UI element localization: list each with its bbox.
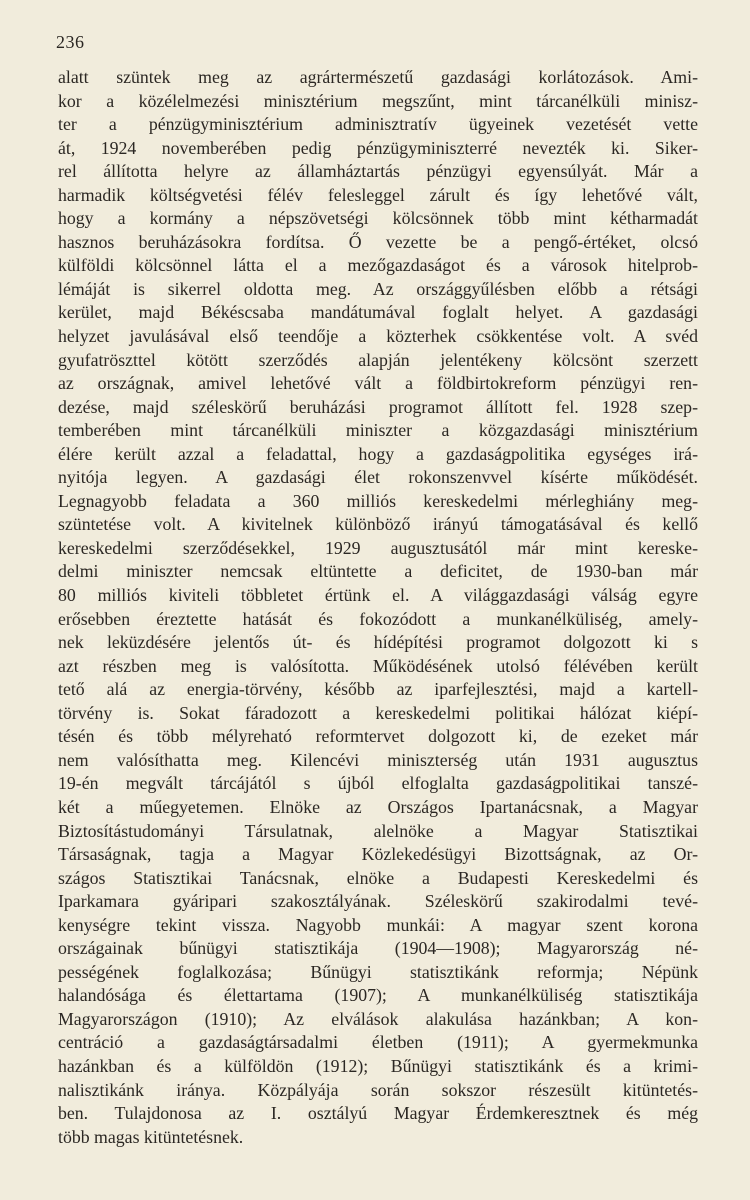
- text-line: ben. Tulajdonosa az I. osztályú Magyar Érdemkeresztnek és még: [58, 1103, 698, 1124]
- text-line: nek leküzdésére jelentős út- és hídépítési programot dolgozott ki s: [58, 632, 698, 653]
- text-line: külföldi kölcsönnel látta el a mezőgazdaságot és a városok hitelprob-: [58, 255, 698, 276]
- text-line: nem valósíthatta meg. Kilencévi miniszterség után 1931 augusztus: [58, 749, 698, 770]
- text-line: rel állította helyre az államháztartás pénzügyi egyensúlyát. Már a: [58, 161, 698, 182]
- text-line: dezése, majd széleskörű beruházási programot állított fel. 1928 szep-: [58, 396, 698, 417]
- text-line: azt részben meg is valósította. Működésének utolsó félévében került: [58, 655, 698, 676]
- text-line: nalisztikánk iránya. Közpályája során sokszor részesült kitüntetés-: [58, 1079, 698, 1100]
- text-line: szágos Statisztikai Tanácsnak, elnöke a Budapesti Kereskedelmi és: [58, 867, 698, 888]
- text-line: tésén és több mélyreható reformtervet dolgozott ki, de ezeket már: [58, 726, 698, 747]
- text-line: gyufatröszttel kötött szerződés alapján jelentékeny kölcsönt szerzett: [58, 349, 698, 370]
- text-line: erősebben éreztette hatását és fokozódott a munkanélküliség, amely-: [58, 608, 698, 629]
- text-line: centráció a gazdaságtársadalmi életben (1911); A gyermekmunka: [58, 1032, 698, 1053]
- text-line: több magas kitüntetésnek.: [58, 1126, 244, 1147]
- page-number: 236: [56, 32, 85, 52]
- text-line: helyzet javulásával első teendője a közterhek csökkentése volt. A svéd: [58, 326, 698, 347]
- text-line: hasznos beruházásokra fordítsa. Ő vezette be a pengő-értéket, olcsó: [58, 231, 698, 252]
- text-line: Biztosítástudományi Társulatnak, alelnöke a Magyar Statisztikai: [58, 820, 698, 841]
- text-line: két a műegyetemen. Elnöke az Országos Ipartanácsnak, a Magyar: [58, 796, 698, 817]
- text-line: 80 milliós kiviteli többletet értünk el. A világgazdasági válság egyre: [58, 585, 698, 606]
- text-line: kor a közélelmezési minisztérium megszűnt, mint tárcanélküli minisz-: [58, 90, 698, 111]
- text-line: delmi miniszter nemcsak eltüntette a deficitet, de 1930-ban már: [58, 561, 698, 582]
- text-line: temberében mint tárcanélküli miniszter a közgazdasági minisztérium: [58, 420, 698, 441]
- text-line: Legnagyobb feladata a 360 milliós kereskedelmi mérleghiány meg-: [58, 490, 698, 511]
- text-line: kereskedelmi szerződésekkel, 1929 augusztusától már mint kereske-: [58, 537, 698, 558]
- text-line: tető alá az energia-törvény, később az iparfejlesztési, majd a kartell-: [58, 679, 698, 700]
- text-line: 19-én megvált tárcájától s újból elfoglalta gazdaságpolitikai tanszé-: [58, 773, 698, 794]
- text-line: Magyarországon (1910); Az elválások alakulása hazánkban; A kon-: [58, 1008, 698, 1029]
- text-line: halandósága és élettartama (1907); A munkanélküliség statisztikája: [58, 985, 698, 1006]
- text-line: élére került azzal a feladattal, hogy a gazdaságpolitika egységes irá-: [58, 443, 698, 464]
- text-line: Iparkamara gyáripari szakosztályának. Széleskörű szakirodalmi tevé-: [58, 891, 698, 912]
- text-line: kenységre tekint vissza. Nagyobb munkái: A magyar szent korona: [58, 914, 698, 935]
- text-line: hazánkban és a külföldön (1912); Bűnügyi statisztikánk és a krimi-: [58, 1055, 698, 1076]
- text-line: országainak bűnügyi statisztikája (1904—1908); Magyarország né-: [58, 938, 698, 959]
- text-line: törvény is. Sokat fáradozott a kereskedelmi politikai hálózat kiépí-: [58, 702, 698, 723]
- body-text: [58, 66, 698, 1149]
- text-line: ter a pénzügyminisztérium adminisztratív ügyeinek vezetését vette: [58, 114, 698, 135]
- text-line: harmadik költségvetési félév felesleggel zárult és így lehetővé vált,: [58, 184, 698, 205]
- text-line: kerület, majd Békéscsaba mandátumával foglalt helyet. A gazdasági: [58, 302, 698, 323]
- text-line: pességének foglalkozása; Bűnügyi statisztikánk reformja; Népünk: [58, 961, 698, 982]
- text-line: nyitója legyen. A gazdasági élet rokonszenvvel kísérte működését.: [58, 467, 698, 488]
- text-line: át, 1924 novemberében pedig pénzügyminiszterré nevezték ki. Siker-: [58, 137, 698, 158]
- text-line: alatt szüntek meg az agrártermészetű gazdasági korlátozások. Ami-: [58, 67, 698, 87]
- text-line: hogy a kormány a népszövetségi kölcsönnek több mint kétharmadát: [58, 208, 698, 229]
- text-line: az országnak, amivel lehetővé vált a földbirtokreform pénzügyi ren-: [58, 373, 698, 394]
- text-line: szüntetése volt. A kivitelnek különböző irányú támogatásával és kellő: [58, 514, 698, 535]
- text-line: Társaságnak, tagja a Magyar Közlekedésügyi Bizottságnak, az Or-: [58, 844, 698, 865]
- text-line: lémáját is sikerrel oldotta meg. Az országgyűlésben előbb a rétsági: [58, 278, 698, 299]
